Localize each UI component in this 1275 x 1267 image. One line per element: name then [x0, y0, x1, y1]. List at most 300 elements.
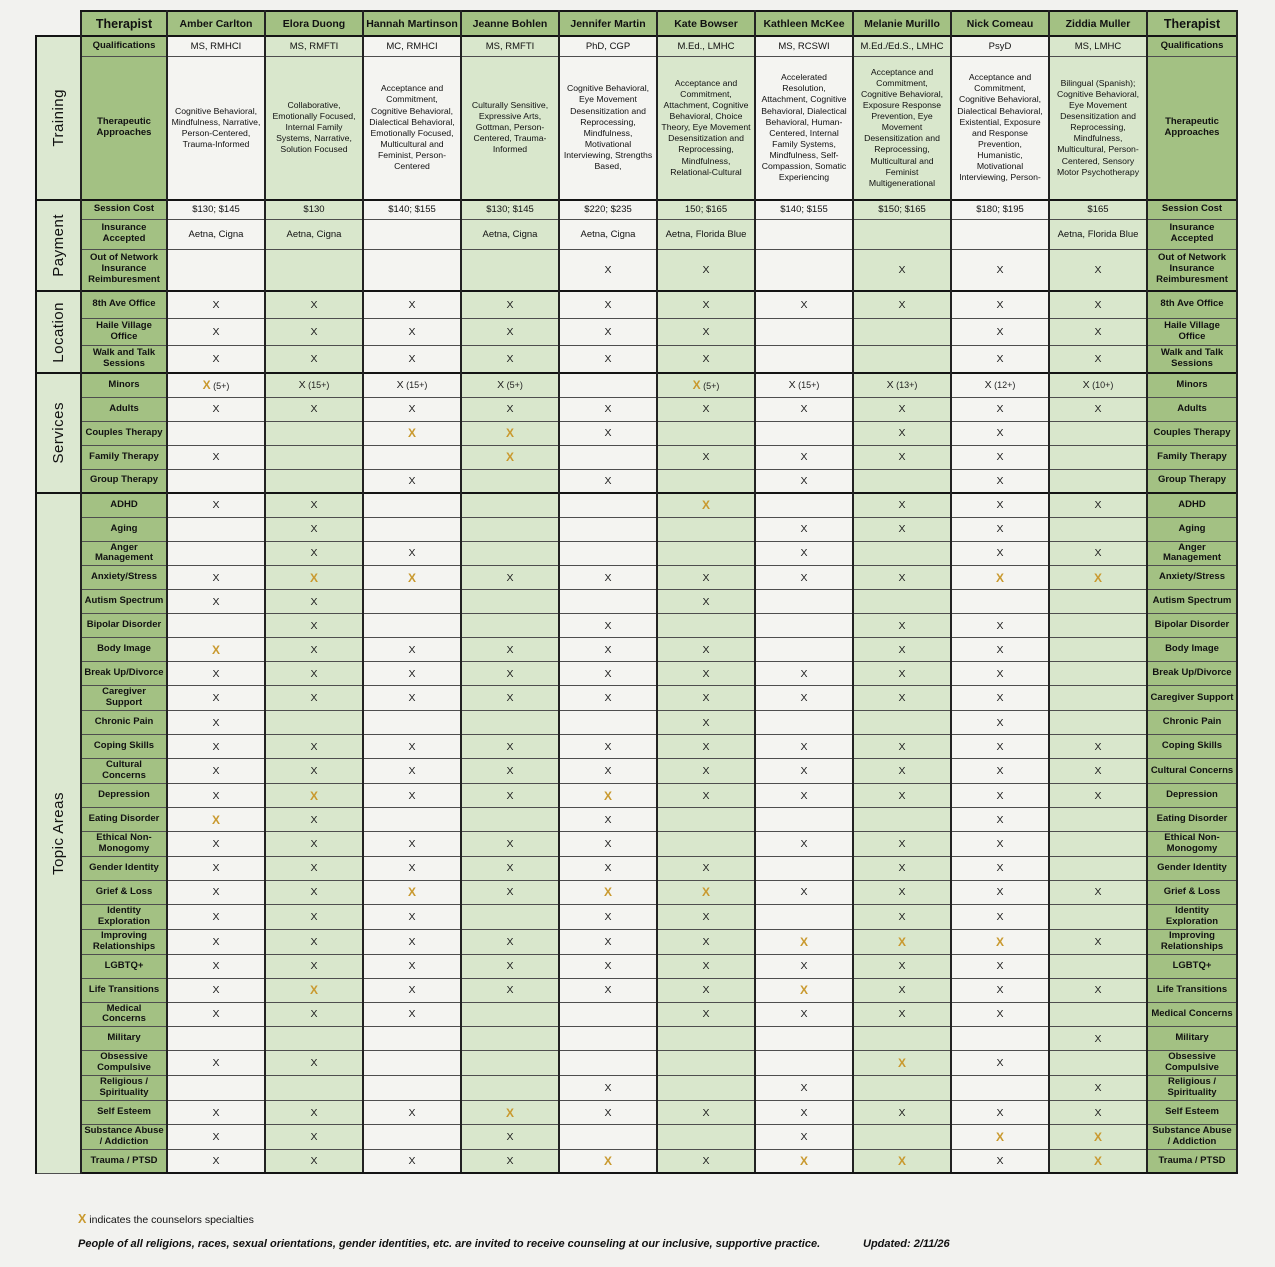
matrix-cell [559, 469, 657, 493]
matrix-cell [363, 517, 461, 541]
matrix-cell [853, 954, 951, 978]
matrix-cell [461, 469, 559, 493]
x-mark: X [1094, 1106, 1102, 1119]
x-mark: X [408, 740, 416, 753]
matrix-cell [363, 662, 461, 686]
matrix-cell: Aetna, Cigna [461, 219, 559, 249]
matrix-cell: Aetna, Florida Blue [1049, 219, 1147, 249]
age-range: (5+) [210, 381, 230, 392]
specialty-x-mark: X [309, 983, 318, 998]
matrix-cell [853, 469, 951, 493]
matrix-cell [657, 735, 755, 759]
matrix-cell [1049, 1101, 1147, 1125]
x-mark: X [310, 1155, 318, 1168]
x-mark: X [898, 403, 906, 415]
matrix-cell [755, 1051, 853, 1076]
x-mark: X [408, 692, 416, 705]
matrix-cell [951, 662, 1049, 686]
matrix-cell [167, 904, 265, 929]
x-mark: X [212, 571, 220, 584]
matrix-cell [265, 856, 363, 880]
x-mark: X [310, 765, 318, 778]
matrix-cell [951, 345, 1049, 373]
x-mark: X [604, 960, 612, 973]
x-mark: X [408, 1155, 416, 1168]
matrix-cell [657, 249, 755, 291]
matrix-cell [559, 1101, 657, 1125]
matrix-cell [461, 1125, 559, 1150]
matrix-cell [657, 1101, 755, 1125]
matrix-cell [167, 808, 265, 832]
matrix-cell [461, 517, 559, 541]
matrix-cell [167, 784, 265, 808]
x-mark: X [898, 571, 906, 584]
matrix-cell [1049, 373, 1147, 397]
matrix-cell [559, 1076, 657, 1101]
row-label-right: Therapeutic Approaches [1147, 56, 1237, 200]
matrix-cell [461, 832, 559, 857]
matrix-cell [853, 291, 951, 318]
row-label: Session Cost [81, 200, 167, 219]
matrix-cell [461, 711, 559, 735]
matrix-cell [265, 1002, 363, 1027]
therapist-name: Elora Duong [265, 11, 363, 36]
x-mark: X [702, 692, 710, 705]
table-row [36, 904, 1237, 929]
therapist-name: Amber Carlton [167, 11, 265, 36]
age-range: (15+) [403, 380, 428, 391]
matrix-cell [755, 808, 853, 832]
group-label-text: Services [50, 402, 67, 464]
age-range: (15+) [305, 380, 330, 391]
matrix-cell [167, 590, 265, 614]
x-mark: X [604, 571, 612, 584]
x-mark: X [604, 667, 612, 680]
matrix-cell [853, 1149, 951, 1173]
x-mark: X [1094, 352, 1102, 365]
row-label: Grief & Loss [81, 880, 167, 904]
matrix-cell [951, 1051, 1049, 1076]
matrix-cell [461, 397, 559, 421]
x-mark: X [996, 263, 1004, 276]
specialty-x-mark: X [603, 885, 612, 900]
therapist-name: Kate Bowser [657, 11, 755, 36]
corner-label-right: Therapist [1147, 11, 1237, 36]
matrix-cell [853, 541, 951, 566]
x-mark: X [898, 263, 906, 276]
matrix-cell [265, 1027, 363, 1051]
x-mark: X [408, 910, 416, 923]
matrix-cell: $130; $145 [167, 200, 265, 219]
matrix-cell: MS, RMHCI [167, 36, 265, 56]
x-mark: X [506, 571, 514, 584]
x-mark: X [702, 325, 710, 338]
table-row [36, 614, 1237, 638]
x-mark: X [898, 451, 906, 463]
x-mark: X [800, 765, 808, 778]
matrix-cell [363, 1051, 461, 1076]
corner-label-left: Therapist [81, 11, 167, 36]
matrix-cell [657, 880, 755, 904]
matrix-cell: Aetna, Cigna [167, 219, 265, 249]
matrix-cell [461, 880, 559, 904]
x-mark: X [702, 935, 710, 948]
matrix-cell [1049, 856, 1147, 880]
x-mark: X [408, 547, 416, 560]
x-mark: X [702, 643, 710, 656]
matrix-cell [167, 345, 265, 373]
matrix-cell [265, 662, 363, 686]
x-mark: X [996, 298, 1004, 311]
x-mark: X [886, 379, 894, 392]
matrix-cell [461, 373, 559, 397]
matrix-cell [755, 1002, 853, 1027]
row-label-right: Adults [1147, 397, 1237, 421]
matrix-cell [853, 249, 951, 291]
matrix-cell [363, 929, 461, 954]
matrix-cell [853, 397, 951, 421]
matrix-cell [363, 904, 461, 929]
matrix-cell [167, 1125, 265, 1150]
specialty-x-mark: X [505, 1105, 514, 1120]
matrix-cell [265, 318, 363, 345]
matrix-cell [755, 219, 853, 249]
matrix-cell [657, 686, 755, 711]
matrix-cell [853, 978, 951, 1002]
row-label-right: Religious / Spirituality [1147, 1076, 1237, 1101]
x-mark: X [984, 379, 992, 392]
row-label: Family Therapy [81, 445, 167, 469]
x-mark: X [310, 910, 318, 923]
group-label [36, 493, 81, 1173]
matrix-cell [167, 469, 265, 493]
x-mark: X [1094, 984, 1102, 997]
matrix-cell [1049, 566, 1147, 590]
x-mark: X [702, 571, 710, 584]
matrix-cell [265, 929, 363, 954]
matrix-cell [1049, 929, 1147, 954]
table-row [36, 1051, 1237, 1076]
matrix-cell: Culturally Sensitive, Expressive Arts, Gottman, Person-Centered, Trauma-Informed [461, 56, 559, 200]
matrix-cell [167, 929, 265, 954]
matrix-cell [755, 662, 853, 686]
matrix-cell [951, 445, 1049, 469]
matrix-cell [951, 291, 1049, 318]
matrix-cell [657, 517, 755, 541]
matrix-cell [363, 856, 461, 880]
matrix-cell [657, 318, 755, 345]
matrix-cell [951, 469, 1049, 493]
matrix-cell [167, 397, 265, 421]
matrix-cell [853, 493, 951, 517]
table-row [36, 686, 1237, 711]
matrix-cell [951, 808, 1049, 832]
matrix-cell [559, 880, 657, 904]
matrix-cell [167, 880, 265, 904]
matrix-cell [461, 291, 559, 318]
x-mark: X [212, 325, 220, 338]
x-mark: X [800, 547, 808, 560]
therapist-name: Jennifer Martin [559, 11, 657, 36]
matrix-cell [657, 1002, 755, 1027]
matrix-cell [363, 1101, 461, 1125]
row-label-right: Eating Disorder [1147, 808, 1237, 832]
specialty-x-mark: X [505, 450, 514, 464]
x-mark: X [1094, 1082, 1102, 1095]
row-label: ADHD [81, 493, 167, 517]
matrix-cell: PsyD [951, 36, 1049, 56]
table-row [36, 929, 1237, 954]
x-mark: X [506, 403, 514, 415]
matrix-cell [461, 978, 559, 1002]
x-mark: X [800, 1008, 808, 1021]
matrix-cell [559, 541, 657, 566]
x-mark: X [1094, 298, 1102, 311]
matrix-cell [265, 1125, 363, 1150]
specialty-x-mark: X [309, 788, 318, 803]
x-mark: X [212, 862, 220, 875]
matrix-cell [755, 711, 853, 735]
matrix-cell [265, 1101, 363, 1125]
matrix-cell [951, 397, 1049, 421]
matrix-cell [951, 590, 1049, 614]
x-mark: X [702, 1008, 710, 1021]
table-row [36, 638, 1237, 662]
x-mark: X [408, 862, 416, 875]
x-mark: X [604, 837, 612, 850]
row-label: LGBTQ+ [81, 954, 167, 978]
matrix-cell [951, 318, 1049, 345]
matrix-cell: MC, RMHCI [363, 36, 461, 56]
matrix-cell: Accelerated Resolution, Attachment, Cognitive Behavioral, Dialectical Behavioral, Human-Centered, Internal Family Systems, Mindfulness, Self-Compassion, Somatic Experiencing [755, 56, 853, 200]
matrix-cell [755, 345, 853, 373]
x-mark: X [408, 325, 416, 338]
x-mark: X [604, 427, 612, 439]
table-row [36, 541, 1237, 566]
x-mark: X [506, 935, 514, 948]
x-mark: X [310, 298, 318, 311]
x-mark: X [408, 667, 416, 680]
matrix-cell [1049, 978, 1147, 1002]
row-label: Group Therapy [81, 469, 167, 493]
x-mark: X [408, 765, 416, 778]
matrix-cell [559, 397, 657, 421]
x-mark: X [506, 1131, 514, 1144]
table-row [36, 711, 1237, 735]
matrix-cell [1049, 318, 1147, 345]
therapist-matrix [35, 10, 1238, 1174]
row-label: Qualifications [81, 36, 167, 56]
matrix-cell [265, 686, 363, 711]
matrix-cell [461, 1076, 559, 1101]
matrix-cell [951, 735, 1049, 759]
row-label-right: Qualifications [1147, 36, 1237, 56]
specialty-x-mark: X [309, 570, 318, 585]
row-label: Autism Spectrum [81, 590, 167, 614]
matrix-cell [755, 904, 853, 929]
specialty-x-mark: X [202, 378, 211, 393]
matrix-cell [853, 1051, 951, 1076]
x-mark: X [212, 667, 220, 680]
matrix-cell [755, 493, 853, 517]
matrix-cell [167, 249, 265, 291]
matrix-cell [461, 904, 559, 929]
matrix-cell [461, 1027, 559, 1051]
matrix-cell [1049, 784, 1147, 808]
x-mark: X [898, 667, 906, 680]
matrix-cell [657, 469, 755, 493]
x-mark: X [996, 837, 1004, 850]
row-label-right: Caregiver Support [1147, 686, 1237, 711]
x-mark: X [996, 1057, 1004, 1070]
x-mark: X [702, 765, 710, 778]
x-mark: X [212, 716, 220, 729]
matrix-cell [1049, 345, 1147, 373]
matrix-cell [363, 493, 461, 517]
x-mark: X [702, 984, 710, 997]
x-mark: X [506, 692, 514, 705]
row-label-right: Depression [1147, 784, 1237, 808]
x-mark: X [996, 619, 1004, 632]
matrix-cell [853, 590, 951, 614]
row-label-right: Insurance Accepted [1147, 219, 1237, 249]
matrix-cell [951, 421, 1049, 445]
matrix-cell [951, 249, 1049, 291]
row-label-right: Aging [1147, 517, 1237, 541]
x-mark: X [212, 1057, 220, 1070]
matrix-cell [461, 1101, 559, 1125]
x-mark: X [996, 1008, 1004, 1021]
row-label: Adults [81, 397, 167, 421]
matrix-cell [363, 541, 461, 566]
matrix-cell [265, 904, 363, 929]
x-mark: X [1094, 403, 1102, 415]
matrix-cell [951, 784, 1049, 808]
x-mark: X [996, 813, 1004, 826]
matrix-cell [755, 614, 853, 638]
matrix-cell [1049, 711, 1147, 735]
x-mark: X [898, 740, 906, 753]
matrix-cell [167, 711, 265, 735]
therapist-name: Jeanne Bohlen [461, 11, 559, 36]
x-mark: X [1094, 499, 1102, 512]
matrix-cell [1049, 832, 1147, 857]
matrix-cell [559, 445, 657, 469]
matrix-cell [951, 856, 1049, 880]
x-mark: X [604, 1082, 612, 1095]
x-mark: X [310, 862, 318, 875]
x-mark: X [310, 667, 318, 680]
matrix-cell [853, 638, 951, 662]
matrix-cell [559, 1027, 657, 1051]
matrix-cell [853, 1027, 951, 1051]
x-mark: X [506, 740, 514, 753]
matrix-cell [657, 904, 755, 929]
matrix-cell: MS, RCSWI [755, 36, 853, 56]
x-mark: X [310, 935, 318, 948]
matrix-cell [657, 1076, 755, 1101]
matrix-cell [167, 856, 265, 880]
x-mark: X [996, 352, 1004, 365]
matrix-cell: $130; $145 [461, 200, 559, 219]
x-mark: X [996, 862, 1004, 875]
matrix-cell [853, 711, 951, 735]
x-mark: X [310, 403, 318, 415]
matrix-cell [363, 345, 461, 373]
matrix-cell [265, 493, 363, 517]
matrix-cell [461, 249, 559, 291]
x-mark: X [898, 1106, 906, 1119]
matrix-cell [167, 421, 265, 445]
x-mark: X [506, 984, 514, 997]
matrix-cell: M.Ed./Ed.S., LMHC [853, 36, 951, 56]
matrix-cell [657, 759, 755, 784]
x-mark: X [996, 1106, 1004, 1119]
matrix-cell [461, 808, 559, 832]
matrix-cell [1049, 614, 1147, 638]
matrix-cell [951, 1002, 1049, 1027]
matrix-cell [461, 493, 559, 517]
matrix-cell [363, 832, 461, 857]
matrix-cell [755, 856, 853, 880]
x-mark: X [996, 740, 1004, 753]
matrix-cell [657, 445, 755, 469]
matrix-cell [363, 1027, 461, 1051]
matrix-cell [657, 566, 755, 590]
matrix-cell [1049, 397, 1147, 421]
matrix-cell [167, 517, 265, 541]
x-mark: X [702, 1106, 710, 1119]
matrix-cell [461, 318, 559, 345]
x-mark: X [212, 1131, 220, 1144]
matrix-cell [1049, 1002, 1147, 1027]
x-mark: X [212, 499, 220, 512]
matrix-cell [1049, 445, 1147, 469]
matrix-cell [657, 397, 755, 421]
x-mark: X [212, 451, 220, 463]
row-label-right: 8th Ave Office [1147, 291, 1237, 318]
matrix-cell [951, 638, 1049, 662]
matrix-cell [1049, 735, 1147, 759]
matrix-cell [167, 291, 265, 318]
specialty-x-mark: X [1093, 570, 1102, 585]
matrix-cell [1049, 1051, 1147, 1076]
specialty-x-mark: X [78, 1212, 87, 1226]
matrix-cell [461, 784, 559, 808]
x-mark: X [788, 379, 796, 392]
specialty-x-mark: X [701, 885, 710, 900]
x-mark: X [310, 692, 318, 705]
x-mark: X [800, 692, 808, 705]
x-mark: X [702, 910, 710, 923]
matrix-cell: MS, LMHC [1049, 36, 1147, 56]
matrix-cell [559, 345, 657, 373]
row-label: Couples Therapy [81, 421, 167, 445]
matrix-cell [755, 1101, 853, 1125]
matrix-cell [265, 735, 363, 759]
group-label [36, 200, 81, 291]
matrix-cell [853, 445, 951, 469]
x-mark: X [310, 740, 318, 753]
x-mark: X [800, 1082, 808, 1095]
matrix-cell [461, 614, 559, 638]
matrix-cell [167, 954, 265, 978]
matrix-cell [657, 978, 755, 1002]
x-mark: X [800, 667, 808, 680]
matrix-cell [853, 904, 951, 929]
x-mark: X [898, 692, 906, 705]
x-mark: X [604, 403, 612, 415]
